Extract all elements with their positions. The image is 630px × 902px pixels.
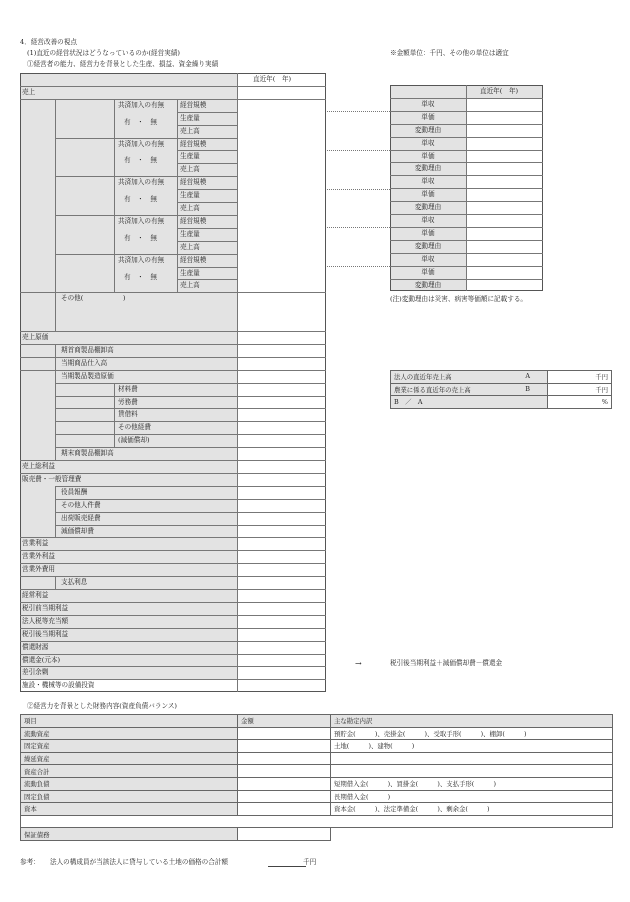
rule [20, 679, 326, 680]
rule [390, 137, 543, 138]
rule [390, 214, 543, 215]
rule [390, 201, 543, 202]
rule [114, 408, 237, 409]
yield-label: 単収 [421, 254, 435, 263]
arrow-icon: → [355, 659, 362, 668]
yield-label: 単価 [421, 228, 435, 237]
label-other: その他( ) [61, 294, 126, 303]
footer-blank [268, 866, 306, 867]
footer-unit: 千円 [303, 858, 317, 866]
rule [55, 447, 326, 448]
balance-row [21, 765, 613, 778]
ratio-row [391, 371, 612, 384]
rule [20, 666, 326, 667]
rule [20, 99, 326, 100]
yield-label: 変動理由 [414, 241, 442, 250]
ratio-row [391, 383, 612, 396]
label-cost-item: 当期製品製造原価 [61, 371, 114, 380]
label-cost-item: 当期商品仕入高 [61, 358, 108, 367]
ratio-unit: 千円 [548, 383, 612, 396]
header-detail: 主な勘定内訳 [331, 715, 613, 728]
ratio-code: A [525, 372, 530, 381]
rule [114, 99, 115, 293]
yield-label: 単価 [421, 267, 435, 276]
label-sga-item: 役員報酬 [61, 487, 88, 496]
balance-detail: 土地( )、建物( ) [331, 740, 613, 753]
label-interest: 支払利息 [61, 578, 88, 587]
rule [20, 576, 326, 577]
spacer-cell [21, 815, 613, 828]
label-cost-of-sales: 売上原価 [22, 333, 49, 341]
label-mfg-item: (減価償却) [118, 436, 150, 445]
yield-label: 単価 [421, 190, 435, 199]
ratio-label [391, 396, 548, 409]
guarantee-amount [238, 828, 331, 841]
unit-note: ※金額単位：千円、その他の単位は適宜 [390, 49, 509, 57]
footer-prefix: 参考： [20, 858, 40, 866]
balance-item: 流動資産 [21, 727, 238, 740]
label-mfg-item: 労務費 [118, 397, 138, 406]
balance-amount [238, 727, 331, 740]
label-gross-profit: 売上総利益 [22, 462, 55, 470]
balance-detail [331, 765, 613, 778]
guarantee-label: 保証債務 [21, 828, 238, 841]
rule [114, 383, 237, 384]
rule [20, 563, 326, 564]
balance-detail: 預貯金( )、売掛金( )、受取手形( )、棚卸( ) [331, 727, 613, 740]
label-mfg-item: 材料費 [118, 384, 138, 393]
label-sales: 売上 [22, 87, 36, 96]
rule [20, 357, 326, 358]
balance-item: 繰延資産 [21, 752, 238, 765]
rule [20, 654, 326, 655]
balance-row [21, 727, 613, 740]
label-row: 法人税等充当額 [22, 616, 69, 625]
balance-item: 固定資産 [21, 740, 238, 753]
rule [55, 512, 326, 513]
rule [55, 576, 56, 589]
ratio-table [390, 370, 612, 409]
rule [114, 421, 237, 422]
balance-detail: 資本金( )、法定準備金( )、剰余金( ) [331, 803, 613, 816]
label-sales-amount: 売上高 [180, 204, 200, 212]
rule [390, 279, 543, 280]
header-amount: 金額 [238, 715, 331, 728]
label-row: 償還財源 [22, 642, 49, 651]
rule [390, 227, 543, 228]
label-umu: 有 ・ 無 [124, 195, 157, 204]
ratio-label [391, 371, 548, 384]
ratio-code: B [525, 384, 530, 393]
label-sga: 販売費・一般管理費 [22, 474, 82, 483]
rule [390, 162, 543, 163]
yield-header: 直近年( 年) [480, 87, 519, 95]
label-sales-amount: 売上高 [180, 126, 200, 135]
balance-item: 資産合計 [21, 765, 238, 778]
label-row: 施設・機械等の設備投資 [22, 681, 95, 690]
rule [55, 499, 326, 500]
balance-amount [238, 765, 331, 778]
rule [20, 292, 326, 293]
balance-spacer [21, 815, 613, 828]
balance-item: 固定負債 [21, 790, 238, 803]
rule [55, 486, 56, 538]
label-production: 生産量 [180, 229, 200, 238]
balance-header-row [21, 715, 613, 728]
label-cost-item: 期首商製品棚卸高 [61, 345, 114, 354]
yield-label: 変動理由 [414, 164, 442, 173]
rule [114, 434, 237, 435]
balance-amount [238, 752, 331, 765]
balance-amount [238, 777, 331, 790]
rule [55, 486, 326, 487]
rule [114, 383, 115, 448]
yield-label: 単収 [421, 177, 435, 186]
ratio-label [391, 383, 548, 396]
ratio-label-text: 農業に係る直近年の売上高 [394, 385, 471, 394]
yield-label: 単価 [421, 151, 435, 160]
rule [20, 344, 326, 345]
label-row: 税引前当期利益 [22, 603, 69, 612]
ratio-row [391, 396, 612, 409]
rule [55, 99, 56, 331]
rule [20, 473, 326, 474]
label-kyosai: 共済加入の有無 [118, 100, 165, 109]
balance-amount [238, 740, 331, 753]
subsection-1: ①経営者の能力、経営力を背景とした生産、損益、資金繰り実績 [27, 60, 219, 68]
rule [55, 344, 56, 460]
label-production: 生産量 [180, 113, 200, 122]
yield-label: 変動理由 [414, 280, 442, 289]
balance-detail [331, 752, 613, 765]
balance-row [21, 803, 613, 816]
footer-text: 法人の構成員が当該法人に貸与している土地の価格の合計額 [50, 858, 229, 866]
rule [390, 266, 543, 267]
rule [177, 99, 178, 293]
label-scale: 経営規模 [180, 216, 207, 225]
label-sga-item: 出荷販売経費 [61, 513, 101, 522]
formula-text: 税引後当期利益＋減価償却費－償還金 [390, 659, 503, 667]
label-row: 営業外利益 [22, 552, 55, 561]
balance-row [21, 777, 613, 790]
rule [390, 188, 543, 189]
balance-item: 資本 [21, 803, 238, 816]
balance-row [21, 790, 613, 803]
guarantee-row [21, 828, 613, 841]
rule [20, 86, 326, 87]
rule [20, 628, 326, 629]
rule [114, 396, 237, 397]
rule [20, 460, 326, 461]
label-kyosai: 共済加入の有無 [118, 216, 165, 225]
label-scale: 経営規模 [180, 100, 207, 109]
balance-row [21, 740, 613, 753]
balance-row [21, 752, 613, 765]
yield-label: 単収 [421, 99, 435, 108]
label-umu: 有 ・ 無 [124, 233, 157, 242]
label-sales-amount: 売上高 [180, 242, 200, 251]
rule [390, 124, 543, 125]
label-kyosai: 共済加入の有無 [118, 255, 165, 264]
yield-note: (注)変動理由は災害、病害等価額に記載する。 [390, 295, 528, 303]
balance-amount [238, 803, 331, 816]
rule [20, 370, 326, 371]
balance-detail: 長期借入金( ) [331, 790, 613, 803]
rule [390, 111, 543, 112]
label-production: 生産量 [180, 152, 200, 161]
rule [20, 641, 326, 642]
label-umu: 有 ・ 無 [124, 272, 157, 281]
yield-label: 単収 [421, 138, 435, 147]
section-title: 4．経営改善の視点 [20, 38, 77, 46]
label-mfg-item: その他経費 [118, 423, 151, 432]
question-1: (1)直近の経営状況はどうなっているのか(経営実績) [27, 49, 180, 57]
label-row: 差引余剰 [22, 668, 49, 677]
yield-label: 単収 [421, 216, 435, 224]
header-item: 項目 [21, 715, 238, 728]
label-scale: 経営規模 [180, 255, 207, 264]
label-scale: 経営規模 [180, 178, 207, 187]
label-mfg-item: 賃借料 [118, 410, 138, 419]
rule [390, 253, 543, 254]
label-umu: 有 ・ 無 [124, 117, 157, 126]
label-sga-item: その他人件費 [61, 500, 101, 509]
rule [20, 550, 326, 551]
rule [390, 175, 543, 176]
label-kyosai: 共済加入の有無 [118, 139, 165, 148]
ratio-label-text: B ／ A [394, 398, 423, 407]
rule [20, 589, 326, 590]
rule [20, 602, 326, 603]
balance-title: ②経営力を背景とした財務内容(資産負債バランス) [27, 702, 178, 710]
label-sales-amount: 売上高 [180, 281, 200, 290]
balance-detail: 短期借入金( )、買掛金( )、支払手形( ) [331, 777, 613, 790]
yield-label: 変動理由 [414, 203, 442, 212]
rule [390, 240, 543, 241]
label-row: 営業外費用 [22, 565, 55, 574]
ratio-label-text: 法人の直近年売上高 [394, 373, 452, 382]
guarantee-detail [331, 828, 613, 841]
rule [20, 537, 326, 538]
label-sga-item: 減価償却費 [61, 526, 94, 535]
rule [20, 331, 326, 332]
label-scale: 経営規模 [180, 139, 207, 148]
ratio-unit: % [548, 396, 612, 409]
label-row: 税引後当期利益 [22, 629, 69, 638]
rule [20, 615, 326, 616]
rule [390, 150, 543, 151]
header-recent-year: 直近年( 年) [253, 75, 292, 83]
label-sales-amount: 売上高 [180, 165, 200, 174]
balance-amount [238, 790, 331, 803]
rule [55, 525, 326, 526]
label-row: 償還金(元本) [22, 655, 61, 664]
yield-label: 単価 [421, 112, 435, 121]
label-kyosai: 共済加入の有無 [118, 178, 165, 187]
label-end-inventory: 期末商製品棚卸高 [61, 449, 114, 458]
label-production: 生産量 [180, 191, 200, 200]
yield-label: 変動理由 [414, 125, 442, 134]
balance-table [20, 714, 613, 841]
rule [390, 98, 543, 99]
ratio-unit: 千円 [548, 371, 612, 384]
label-production: 生産量 [180, 268, 200, 277]
label-umu: 有 ・ 無 [124, 156, 157, 165]
label-row: 経常利益 [22, 591, 49, 599]
balance-item: 流動負債 [21, 777, 238, 790]
label-row: 営業利益 [22, 539, 49, 548]
